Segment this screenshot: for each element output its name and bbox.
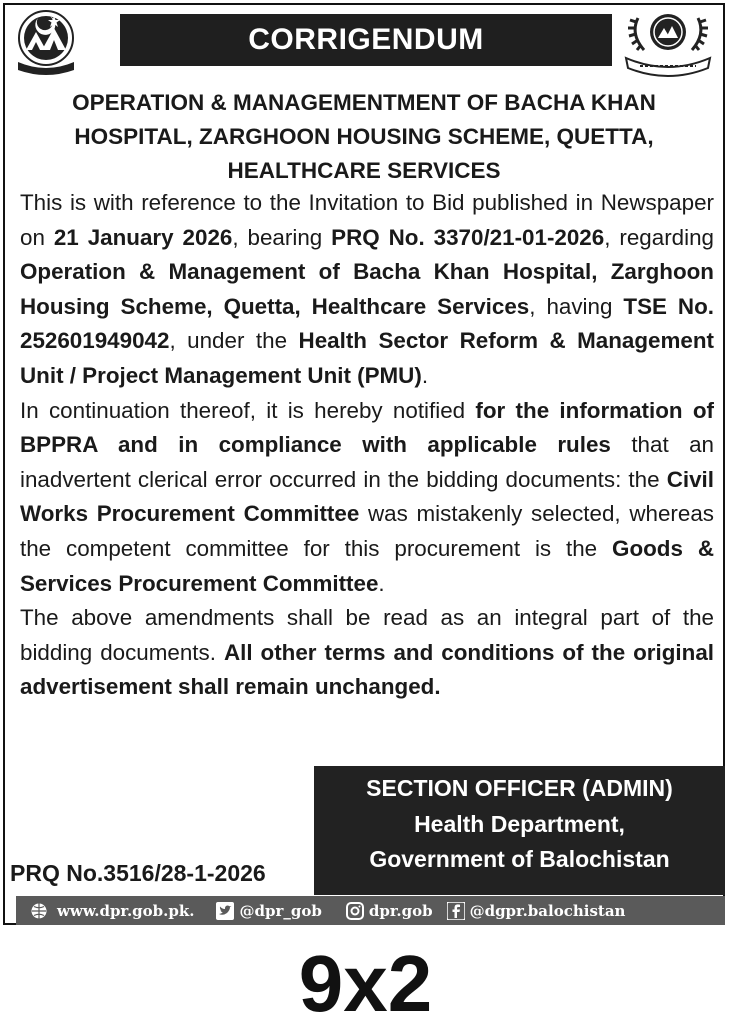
twitter-icon — [216, 902, 234, 920]
heading-line-3: HEALTHCARE SERVICES — [227, 158, 501, 183]
ad-size-label: 9x2 — [298, 939, 433, 1028]
signature-government: Government of Balochistan — [369, 846, 670, 872]
website-item[interactable] — [26, 902, 194, 920]
contact-footer — [16, 896, 725, 925]
paragraph-notification: In continuation thereof, it is hereby notified for the information of BPPRA and in compliance with applicable rules that an inadvertent clerical error occurred in the bidding documents: the Civil Works Procurement Committee was mistakenly selected, whereas the competent committee for this procurement is the Goods & Services Procurement Committee. — [20, 397, 715, 596]
prq-number: PRQ No.3516/28-1-2026 — [10, 860, 266, 886]
heading-line-2: HOSPITAL, ZARGHOON HOUSING SCHEME, QUETTA, — [74, 124, 654, 149]
twitter-handle[interactable]: @dpr_gob — [239, 901, 322, 920]
signature-block — [314, 766, 725, 895]
signature-department: Health Department, — [414, 810, 625, 837]
facebook-handle[interactable]: @dgpr.balochistan — [469, 901, 626, 920]
facebook-icon — [447, 902, 465, 920]
paragraph-reference: This is with reference to the Invitation to Bid published in Newspaper on 21 January 2026, bearing PRQ No. 3370/21-01-2026, regarding Operation & Management of Bacha Khan Hospital, Zarghoon Housing Scheme, Quetta, Healthcare Services, having TSE No. 252601949042, under the Health Sector Reform & Management Unit / Project Management Unit (PMU). — [20, 190, 715, 388]
heading-line-1: OPERATION & MANAGEMENTMENT OF BACHA KHAN — [72, 90, 656, 115]
instagram-handle[interactable]: dpr.gob — [368, 901, 433, 920]
paragraph-amendments: The above amendments shall be read as an integral part of the bidding documents. All other terms and conditions of the original advertisement shall remain unchanged. — [20, 605, 714, 700]
website-link[interactable]: www.dpr.gob.pk. — [57, 901, 195, 920]
dgpr-logo-icon — [620, 6, 716, 80]
notice-heading — [24, 86, 704, 188]
instagram-icon — [346, 902, 364, 920]
corrigendum-title: CORRIGENDUM — [120, 14, 612, 66]
globe-icon — [26, 902, 52, 920]
facebook-item[interactable] — [447, 902, 626, 920]
instagram-item[interactable] — [346, 902, 433, 920]
notice-body — [20, 186, 714, 705]
balochistan-emblem-icon — [14, 8, 78, 78]
signature-title: SECTION OFFICER (ADMIN) — [366, 775, 673, 801]
twitter-item[interactable] — [216, 902, 321, 920]
